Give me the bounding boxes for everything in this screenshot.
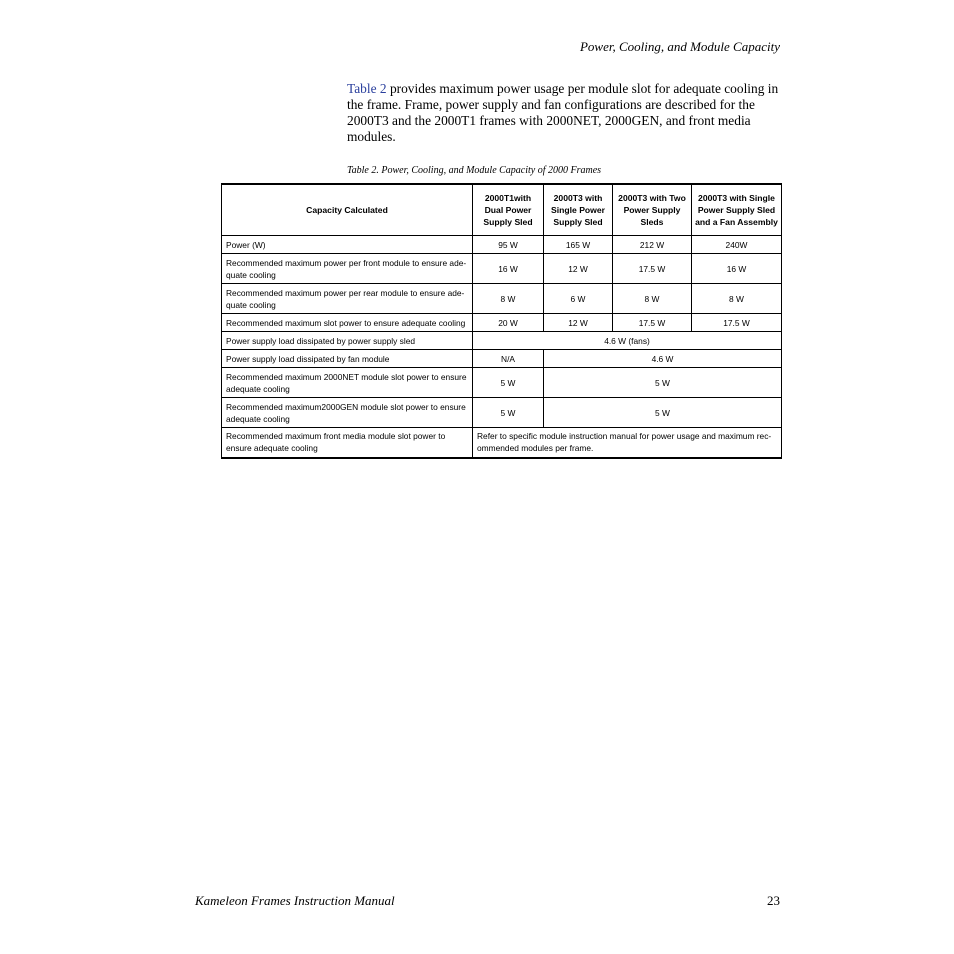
running-header: Power, Cooling, and Module Capacity [579,39,780,54]
table-row [222,314,782,332]
row-label: Power (W) [222,236,473,254]
intro-text: provides maximum power usage per module slot for adequate cooling in the frame. Frame, power supply and fan configurations are described for the 2000T3 and the 2000T1 frames with 2000NET, 2000GEN, and front media modules. [347,81,779,144]
row-label: Recommended maximum2000GEN module slot power to ensure adequate cooling [222,398,473,428]
table-header-row [222,184,782,236]
table-row [222,368,782,398]
table-row [222,428,782,458]
table-row [222,332,782,350]
column-header: 2000T1with Dual Power Supply Sled [473,184,544,236]
row-label: Recommended maximum 2000NET module slot power to ensure adequate cooling [222,368,473,398]
table-cell: 12 W [544,254,613,284]
table-cell: 16 W [692,254,782,284]
table-cell: 17.5 W [692,314,782,332]
table-cell: 95 W [473,236,544,254]
row-label: Recommended maximum slot power to ensure adequate cooling [222,314,473,332]
table-row [222,254,782,284]
table-cell: N/A [473,350,544,368]
table-row [222,236,782,254]
table-row [222,284,782,314]
merged-cell: 4.6 W [544,350,782,368]
table-cell: 12 W [544,314,613,332]
merged-cell: 4.6 W (fans) [473,332,782,350]
page-number: 23 [767,893,780,908]
footer-manual-title: Kameleon Frames Instruction Manual [195,893,395,908]
row-label: Recommended maximum front media module slot power to ensure adequate cooling [222,428,473,458]
column-header: Capacity Calculated [222,184,473,236]
table-row [222,350,782,368]
column-header: 2000T3 with Single Power Supply Sled [544,184,613,236]
table-cell: 17.5 W [613,314,692,332]
merged-cell: 5 W [544,398,782,428]
table-cell: 5 W [473,398,544,428]
table-row [222,398,782,428]
table-cell: 8 W [692,284,782,314]
row-label: Power supply load dissipated by power supply sled [222,332,473,350]
intro-paragraph [347,81,783,145]
merged-cell: 5 W [544,368,782,398]
row-label: Recommended maximum power per front module to ensure ade-quate cooling [222,254,473,284]
row-label: Power supply load dissipated by fan module [222,350,473,368]
table-cell: 16 W [473,254,544,284]
table-cross-reference-link[interactable]: Table 2 [347,81,387,96]
table-cell: 17.5 W [613,254,692,284]
column-header: 2000T3 with Two Power Supply Sleds [613,184,692,236]
column-header: 2000T3 with Single Power Supply Sled and a Fan Assembly [692,184,782,236]
table-cell: 8 W [613,284,692,314]
merged-note-cell: Refer to specific module instruction manual for power usage and maximum rec-ommended modules per frame. [473,428,782,458]
table-cell: 212 W [613,236,692,254]
table-cell: 6 W [544,284,613,314]
table-cell: 5 W [473,368,544,398]
table-cell: 20 W [473,314,544,332]
table-cell: 165 W [544,236,613,254]
capacity-table [221,183,782,459]
row-label: Recommended maximum power per rear module to ensure ade-quate cooling [222,284,473,314]
table-cell: 240W [692,236,782,254]
table-cell: 8 W [473,284,544,314]
table-caption: Table 2. Power, Cooling, and Module Capacity of 2000 Frames [347,165,602,176]
